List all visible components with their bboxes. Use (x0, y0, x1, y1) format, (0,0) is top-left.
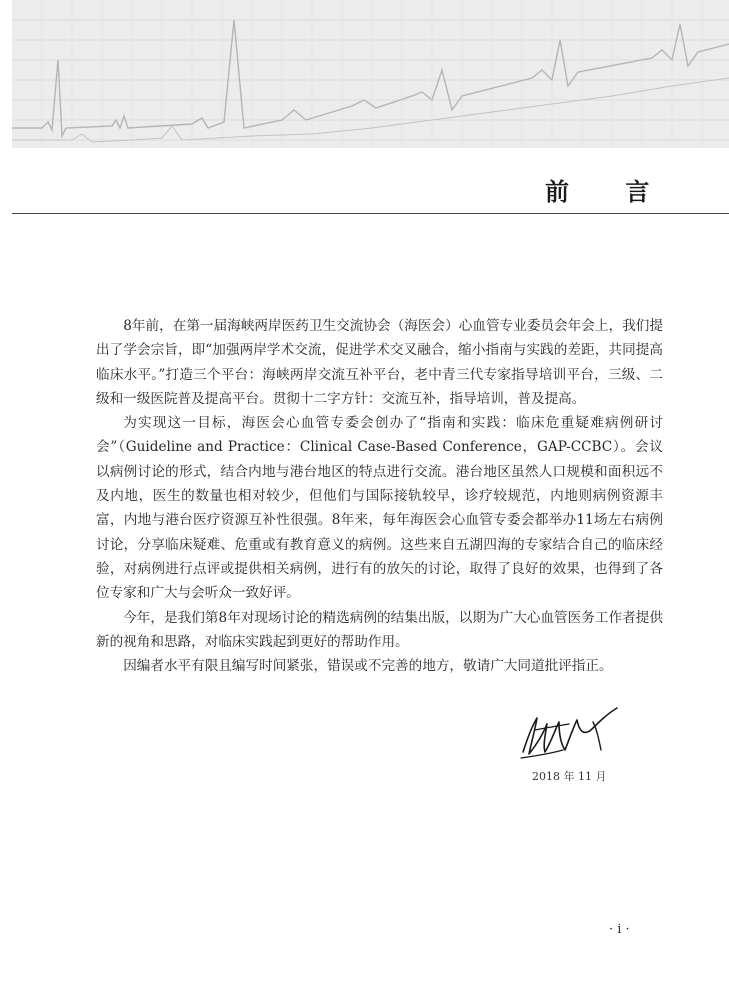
header-ecg-banner (12, 0, 729, 148)
paragraph-1: 8年前，在第一届海峡两岸医药卫生交流协会（海医会）心血管专业委员会年会上，我们提出了学会宗旨，即“加强两岸学术交流，促进学术交叉融合，缩小指南与实践的差距，共同提高临床水平。”打造三个平台：海峡两岸交流互补平台，老中青三代专家指导培训平台，三级、二级和一级医院普及提高平台。贯彻十二字方针：交流互补，指导培训，普及提高。 (96, 318, 663, 407)
paragraph-4: 因编者水平有限且编写时间紧张，错误或不完善的地方，敬请广大同道批评指正。 (123, 658, 613, 675)
title-divider (12, 213, 729, 214)
page-title: 前 言 (545, 177, 674, 206)
handwritten-signature (515, 700, 620, 762)
ecg-decoration (12, 0, 729, 148)
signoff-date: 2018 年 11 月 (532, 770, 607, 783)
page-number: · i · (609, 922, 630, 937)
paragraph-3: 今年，是我们第8年对现场讨论的精选病例的结集出版，以期为广大心血管医务工作者提供新的视角和思路，对临床实践起到更好的帮助作用。 (96, 609, 663, 650)
preface-body (96, 314, 663, 678)
paragraph-2: 为实现这一目标，海医会心血管专委会创办了“指南和实践：临床危重疑难病例研讨会”（Guideline and Practice：Clinical Case-Based Conference，GAP-CCBC）。会议以病例讨论的形式，结合内地与港台地区的特点进行交流。港台地区虽然人口规模和面积远不及内地，医生的数量也相对较少，但他们与国际接轨较早，诊疗较规范，内地则病例资源丰富，内地与港台医疗资源互补性很强。8年来，每年海医会心血管专委会都举办11场左右病例讨论，分享临床疑难、危重或有教育意义的病例。这些来自五湖四海的专家结合自己的临床经验，对病例进行点评或提供相关病例，进行有的放矢的讨论，取得了良好的效果，也得到了各位专家和广大与会听众一致好评。 (96, 415, 663, 602)
